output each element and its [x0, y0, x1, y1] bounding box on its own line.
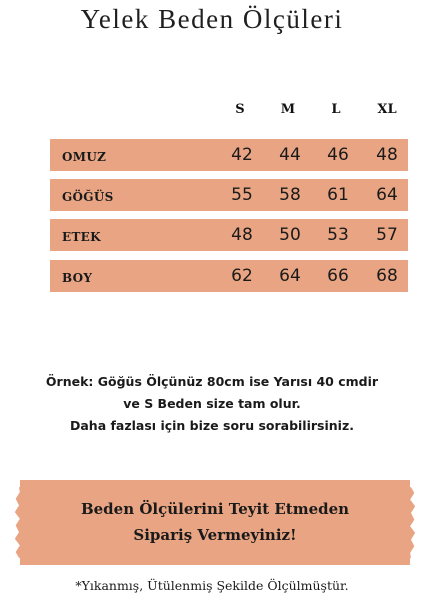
- value-cell: 46: [327, 145, 349, 165]
- torn-edge-left: [14, 480, 24, 565]
- value-cell: 64: [279, 266, 301, 286]
- measurement-row-etek: [50, 219, 408, 251]
- page-title: Yelek Beden Ölçüleri: [80, 4, 344, 34]
- footnote: *Yıkanmış, Ütülenmiş Şekilde Ölçülmüştür.: [75, 578, 349, 593]
- value-cell: 42: [231, 145, 253, 165]
- value-cell: 61: [327, 185, 349, 205]
- measurement-row-gogus: [50, 179, 408, 211]
- value-cell: 68: [376, 266, 398, 286]
- value-cell: 55: [231, 185, 253, 205]
- row-label: ETEK: [62, 230, 101, 244]
- value-cell: 57: [376, 225, 398, 245]
- row-label: GÖĞÜS: [62, 190, 114, 204]
- value-cell: 53: [327, 225, 349, 245]
- measurement-row-boy: [50, 260, 408, 292]
- torn-edge-right: [406, 480, 416, 565]
- size-header-m: M: [280, 102, 296, 117]
- warning-banner: [20, 480, 410, 565]
- measurement-row-omuz: [50, 139, 408, 171]
- value-cell: 62: [231, 266, 253, 286]
- value-cell: 48: [231, 225, 253, 245]
- note-line-2: ve S Beden size tam olur.: [123, 396, 301, 411]
- value-cell: 44: [279, 145, 301, 165]
- note-line-1: Örnek: Göğüs Ölçünüz 80cm ise Yarısı 40 cmdir: [45, 374, 379, 389]
- value-cell: 66: [327, 266, 349, 286]
- value-cell: 50: [279, 225, 301, 245]
- banner-line-2: Sipariş Vermeyiniz!: [133, 526, 297, 544]
- value-cell: 58: [279, 185, 301, 205]
- row-label: OMUZ: [62, 150, 107, 164]
- size-header-l: L: [331, 102, 341, 117]
- value-cell: 48: [376, 145, 398, 165]
- row-label: BOY: [62, 271, 93, 285]
- size-header-s: S: [235, 102, 245, 117]
- note-line-3: Daha fazlası için bize soru sorabilirsiniz.: [70, 418, 354, 433]
- banner-line-1: Beden Ölçülerini Teyit Etmeden: [80, 500, 350, 518]
- value-cell: 64: [376, 185, 398, 205]
- size-header-xl: XL: [377, 102, 397, 117]
